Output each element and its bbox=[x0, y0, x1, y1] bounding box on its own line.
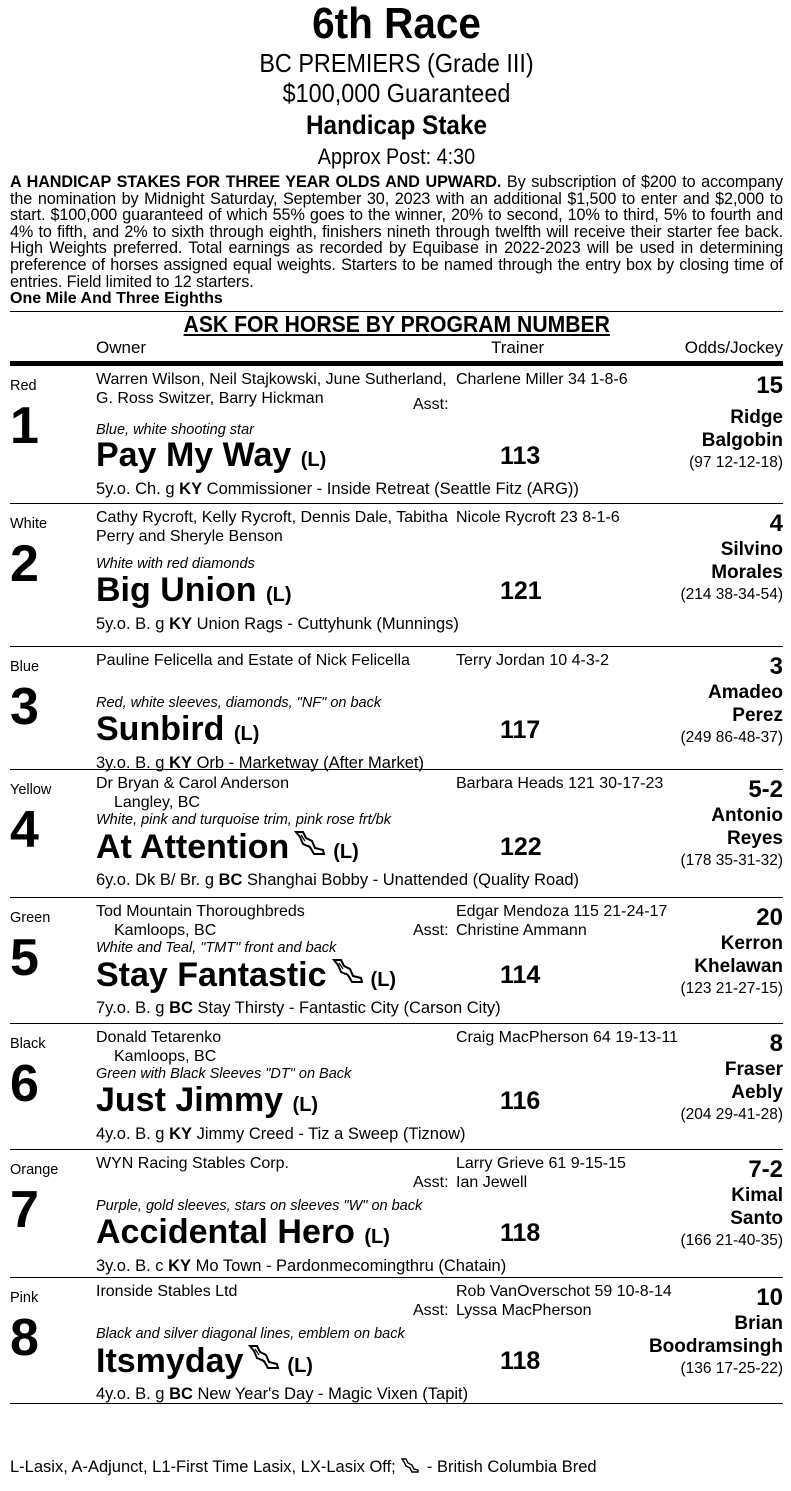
jockey bbox=[708, 681, 783, 727]
jockey-stats: (166 21-40-35) bbox=[680, 1232, 783, 1250]
assistant-label: Asst: bbox=[413, 922, 449, 940]
assistant-trainer: Ian Jewell bbox=[456, 1174, 528, 1192]
weight: 114 bbox=[500, 961, 541, 990]
purse: $100,000 Guaranteed bbox=[282, 78, 511, 108]
jockey-last: Morales bbox=[711, 562, 783, 584]
race-program-page bbox=[10, 0, 783, 1404]
trainer: Terry Jordan 10 4-3-2 bbox=[456, 652, 609, 670]
bc-bred-icon bbox=[247, 1341, 281, 1379]
pedigree: Union Rags - Cuttyhunk (Munnings) bbox=[192, 615, 459, 634]
owner bbox=[96, 774, 456, 812]
saddle-cloth-color: White bbox=[10, 516, 48, 533]
jockey-last: Balgobin bbox=[701, 430, 783, 452]
jockey-first: Amadeo bbox=[708, 682, 783, 704]
jockey bbox=[730, 1184, 783, 1230]
state-bred: KY bbox=[169, 754, 192, 773]
owner bbox=[96, 370, 456, 408]
morning-line-odds: 3 bbox=[769, 653, 783, 681]
race-number: 6th Race bbox=[312, 0, 481, 48]
breeding-info bbox=[96, 1257, 506, 1276]
conditions-lead: A HANDICAP STAKES FOR THREE YEAR OLDS AND UPWARD. bbox=[10, 173, 502, 191]
jockey-stats: (97 12-12-18) bbox=[689, 454, 783, 472]
silks-description: White, pink and turquoise trim, pink rose frt/bk bbox=[96, 812, 391, 829]
jockey bbox=[702, 406, 783, 452]
legend bbox=[10, 1457, 597, 1478]
post-time: Approx Post: 4:30 bbox=[317, 144, 476, 169]
morning-line-odds: 20 bbox=[756, 904, 783, 932]
saddle-cloth-color: Yellow bbox=[10, 782, 52, 799]
breeding-info bbox=[96, 871, 579, 890]
silks-description: Green with Black Sleeves "DT" on Back bbox=[96, 1066, 352, 1083]
owner-city: Langley, BC bbox=[114, 794, 200, 812]
jockey-first: Silvino bbox=[720, 539, 783, 561]
owner-name: Warren Wilson, Neil Stajkowski, June Sutherland, G. Ross Switzer, Barry Hickman bbox=[96, 371, 447, 408]
horse-name bbox=[96, 1213, 390, 1256]
breeding-info bbox=[96, 480, 579, 499]
medication: (L) bbox=[333, 841, 359, 864]
silks-description: Blue, white shooting star bbox=[96, 422, 254, 439]
age-sex: 7y.o. B. g bbox=[96, 999, 170, 1018]
jockey-last: Boodramsingh bbox=[648, 1336, 783, 1358]
horse-name bbox=[96, 571, 292, 614]
race-conditions bbox=[10, 174, 783, 290]
trainer-col-header: Trainer bbox=[491, 338, 545, 358]
saddle-cloth-color: Black bbox=[10, 1036, 46, 1053]
breeding-info bbox=[96, 615, 459, 634]
program-number: 2 bbox=[10, 535, 39, 594]
morning-line-odds: 7-2 bbox=[748, 1156, 783, 1184]
trainer: Craig MacPherson 64 19-13-11 bbox=[456, 1029, 679, 1047]
jockey bbox=[725, 1058, 783, 1104]
pedigree: Commissioner - Inside Retreat (Seattle Fitz (ARG)) bbox=[202, 480, 579, 499]
morning-line-odds: 5-2 bbox=[748, 776, 783, 804]
age-sex: 3y.o. B. c bbox=[96, 1257, 169, 1276]
saddle-cloth-color: Orange bbox=[10, 1162, 59, 1179]
race-header bbox=[10, 0, 783, 172]
jockey-first: Kimal bbox=[731, 1185, 783, 1207]
owner bbox=[96, 651, 456, 670]
weight: 113 bbox=[500, 442, 541, 471]
owner-name: Pauline Felicella and Estate of Nick Felicella bbox=[96, 652, 410, 670]
state-bred: KY bbox=[179, 480, 203, 499]
saddle-cloth-color: Blue bbox=[10, 659, 40, 676]
breeding-info bbox=[96, 999, 501, 1018]
column-header bbox=[10, 337, 783, 366]
medication: (L) bbox=[233, 723, 260, 746]
morning-line-odds: 10 bbox=[756, 1284, 783, 1312]
horse-name bbox=[96, 710, 259, 753]
silks-description: White and Teal, "TMT" front and back bbox=[96, 940, 337, 957]
assistant-label: Asst: bbox=[413, 396, 449, 414]
owner bbox=[96, 902, 456, 940]
owner-name: Ironside Stables Ltd bbox=[96, 1283, 238, 1301]
breeding-info bbox=[96, 1385, 468, 1404]
assistant-label: Asst: bbox=[413, 1302, 449, 1320]
horse-entry bbox=[10, 504, 783, 647]
owner bbox=[96, 1028, 456, 1066]
pedigree: Stay Thirsty - Fantastic City (Carson City) bbox=[192, 999, 501, 1018]
age-sex: 5y.o. B. g bbox=[96, 615, 170, 634]
jockey-last: Reyes bbox=[727, 828, 783, 850]
jockey-last: Santo bbox=[730, 1208, 783, 1230]
state-bred: KY bbox=[168, 1257, 192, 1276]
program-number: 1 bbox=[10, 397, 39, 456]
pedigree: Shanghai Bobby - Unattended (Quality Road) bbox=[242, 871, 580, 890]
jockey-last: Perez bbox=[732, 705, 783, 727]
horse-name bbox=[96, 955, 396, 999]
saddle-cloth-color: Pink bbox=[10, 1290, 39, 1307]
saddle-cloth-color: Red bbox=[10, 378, 37, 395]
odds-col-header: Odds/Jockey bbox=[684, 338, 783, 358]
horse-name bbox=[96, 827, 359, 871]
pedigree: Mo Town - Pardonmecomingthru (Chatain) bbox=[191, 1257, 507, 1276]
weight: 122 bbox=[500, 833, 542, 862]
weight: 117 bbox=[500, 716, 541, 745]
program-number: 6 bbox=[10, 1055, 39, 1114]
silks-description: White with red diamonds bbox=[96, 556, 255, 573]
program-number: 8 bbox=[10, 1309, 39, 1368]
jockey-last: Aebly bbox=[731, 1082, 783, 1104]
medication: (L) bbox=[364, 1226, 390, 1249]
program-number: 5 bbox=[10, 929, 39, 988]
horse-entry bbox=[10, 1024, 783, 1150]
horse-name bbox=[96, 1081, 318, 1124]
jockey-last: Khelawan bbox=[694, 956, 783, 978]
weight: 118 bbox=[500, 1219, 541, 1248]
bc-bred-icon bbox=[293, 827, 327, 865]
bc-bred-icon bbox=[400, 1457, 420, 1478]
horse-name-text: At Attention bbox=[96, 828, 290, 867]
morning-line-odds: 15 bbox=[756, 372, 783, 400]
weight: 118 bbox=[500, 1347, 541, 1376]
jockey bbox=[649, 1312, 783, 1358]
medication: (L) bbox=[300, 449, 327, 472]
entries-list bbox=[10, 366, 783, 1404]
age-sex: 4y.o. B. g bbox=[96, 1125, 170, 1144]
jockey bbox=[694, 932, 783, 978]
program-number: 7 bbox=[10, 1181, 39, 1240]
horse-name-text: Just Jimmy bbox=[96, 1081, 284, 1120]
horse-name bbox=[96, 1341, 313, 1385]
horse-name-text: Stay Fantastic bbox=[96, 956, 327, 995]
bc-bred-icon bbox=[331, 955, 365, 993]
owner-col-header: Owner bbox=[96, 338, 147, 358]
state-bred: BC bbox=[169, 999, 193, 1018]
jockey-first: Fraser bbox=[724, 1059, 783, 1081]
horse-entry bbox=[10, 898, 783, 1024]
horse-name-text: Sunbird bbox=[96, 710, 225, 749]
race-distance: One Mile And Three Eighths bbox=[10, 290, 223, 308]
silks-description: Purple, gold sleeves, stars on sleeves "W" on back bbox=[96, 1198, 423, 1215]
trainer: Edgar Mendoza 115 21-24-17 bbox=[456, 903, 668, 921]
owner-name: Dr Bryan & Carol Anderson bbox=[96, 775, 289, 793]
owner-name: Donald Tetarenko bbox=[96, 1029, 222, 1047]
ask-banner bbox=[10, 311, 783, 337]
state-bred: BC bbox=[169, 1385, 193, 1404]
conditions-text: By subscription of $200 to accompany the nomination by Midnight Saturday, September 30, 2023 with an additional $1,500 to enter and $2,000 to start. $100,000 guaranteed of which 55% goes to the winner, 20% to second, 10% to third, 5% to fourth and 4% to fifth, and 2% to sixth through eighth, finishers nineth through twelfth will receive their starter fee back. High Weights preferred. Total earnings as recorded by Equibase in 2022-2023 will be used in determining preference of horses assigned equal weights. Starters to be named through the entry box by closing time of entries. Field limited to 12 starters. bbox=[10, 173, 784, 291]
assistant-label: Asst: bbox=[413, 1174, 449, 1192]
age-sex: 3y.o. B. g bbox=[96, 754, 170, 773]
horse-name-text: Pay My Way bbox=[96, 436, 292, 475]
state-bred: KY bbox=[169, 1125, 192, 1144]
owner-city: Kamloops, BC bbox=[114, 1048, 217, 1066]
owner bbox=[96, 1282, 456, 1301]
medication: (L) bbox=[287, 1355, 313, 1378]
jockey bbox=[711, 538, 783, 584]
jockey-stats: (214 38-34-54) bbox=[680, 586, 783, 604]
silks-description: Black and silver diagonal lines, emblem on back bbox=[96, 1326, 405, 1343]
trainer: Charlene Miller 34 1-8-6 bbox=[456, 371, 628, 389]
horse-entry bbox=[10, 366, 783, 504]
age-sex: 4y.o. B. g bbox=[96, 1385, 170, 1404]
weight: 116 bbox=[500, 1087, 541, 1116]
jockey-stats: (178 35-31-32) bbox=[680, 852, 783, 870]
horse-name bbox=[96, 436, 326, 479]
pedigree: Jimmy Creed - Tiz a Sweep (Tiznow) bbox=[192, 1125, 466, 1144]
silks-description: Red, white sleeves, diamonds, "NF" on back bbox=[96, 695, 382, 712]
horse-entry bbox=[10, 1278, 783, 1404]
jockey-first: Antonio bbox=[711, 805, 783, 827]
jockey-stats: (204 29-41-28) bbox=[680, 1106, 783, 1124]
owner bbox=[96, 1154, 456, 1173]
state-bred: BC bbox=[218, 871, 243, 890]
jockey-first: Brian bbox=[734, 1313, 783, 1335]
trainer: Rob VanOverschot 59 10-8-14 bbox=[456, 1283, 672, 1301]
breeding-info bbox=[96, 1125, 466, 1144]
jockey-stats: (136 17-25-22) bbox=[680, 1360, 783, 1378]
medication: (L) bbox=[265, 584, 292, 607]
legend-bc-text: - British Columbia Bred bbox=[422, 1457, 597, 1476]
program-number: 4 bbox=[10, 801, 39, 860]
state-bred: KY bbox=[169, 615, 192, 634]
trainer: Barbara Heads 121 30-17-23 bbox=[456, 775, 664, 793]
owner bbox=[96, 508, 456, 546]
owner-name: Tod Mountain Thoroughbreds bbox=[96, 903, 305, 921]
horse-entry bbox=[10, 647, 783, 773]
ask-text: ASK FOR HORSE BY PROGRAM NUMBER bbox=[183, 311, 610, 338]
trainer: Nicole Rycroft 23 8-1-6 bbox=[456, 509, 620, 527]
medication: (L) bbox=[370, 969, 397, 992]
age-sex: 5y.o. Ch. g bbox=[96, 480, 180, 499]
program-number: 3 bbox=[10, 678, 39, 737]
jockey-first: Kerron bbox=[720, 933, 783, 955]
pedigree: Orb - Marketway (After Market) bbox=[192, 754, 424, 773]
assistant-trainer: Lyssa MacPherson bbox=[456, 1302, 592, 1320]
horse-entry bbox=[10, 1150, 783, 1278]
medication: (L) bbox=[292, 1094, 319, 1117]
owner-name: Cathy Rycroft, Kelly Rycroft, Dennis Dale, Tabitha Perry and Sheryle Benson bbox=[96, 509, 448, 546]
age-sex: 6y.o. Dk B/ Br. g bbox=[96, 871, 219, 890]
jockey-stats: (123 21-27-15) bbox=[680, 980, 783, 998]
race-type: Handicap Stake bbox=[306, 110, 487, 140]
legend-text: L-Lasix, A-Adjunct, L1-First Time Lasix, LX-Lasix Off; bbox=[10, 1457, 401, 1476]
jockey bbox=[711, 804, 783, 850]
owner-name: WYN Racing Stables Corp. bbox=[96, 1155, 289, 1173]
jockey-first: Ridge bbox=[730, 407, 783, 429]
race-name: BC PREMIERS (Grade III) bbox=[259, 48, 534, 78]
saddle-cloth-color: Green bbox=[10, 910, 51, 927]
weight: 121 bbox=[500, 577, 542, 606]
morning-line-odds: 8 bbox=[769, 1030, 783, 1058]
trainer: Larry Grieve 61 9-15-15 bbox=[456, 1155, 626, 1173]
morning-line-odds: 4 bbox=[769, 510, 783, 538]
assistant-trainer: Christine Ammann bbox=[456, 922, 587, 940]
horse-name-text: Accidental Hero bbox=[96, 1213, 355, 1252]
horse-entry bbox=[10, 770, 783, 898]
pedigree: New Year's Day - Magic Vixen (Tapit) bbox=[192, 1385, 469, 1404]
horse-name-text: Big Union bbox=[96, 571, 257, 610]
owner-city: Kamloops, BC bbox=[114, 922, 217, 940]
horse-name-text: Itsmyday bbox=[96, 1342, 244, 1381]
jockey-stats: (249 86-48-37) bbox=[680, 729, 783, 747]
